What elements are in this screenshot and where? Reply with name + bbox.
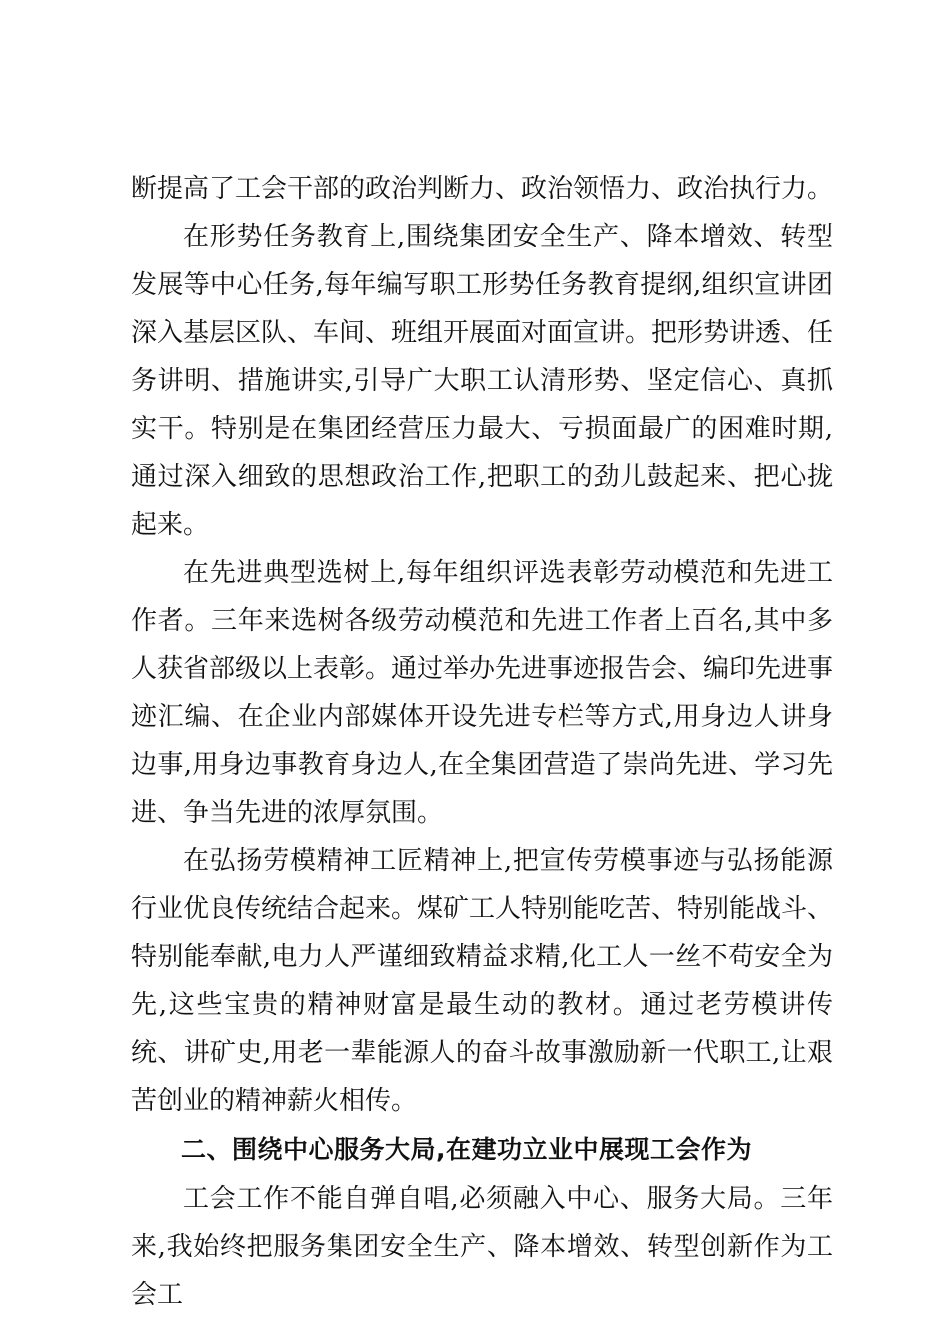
paragraph-advanced-models: 在先进典型选树上,每年组织评选表彰劳动模范和先进工作者。三年来选树各级劳动模范和先进工作者上百名,其中多人获省部级以上表彰。通过举办先进事迹报告会、编印先进事迹汇编、在企业内部媒体开设先进专栏等方式,用身边人讲身边事,用身边事教育身边人,在全集团营造了崇尚先进、学习先进、争当先进的浓厚氛围。 [131, 558, 834, 828]
paragraph-situation-education: 在形势任务教育上,围绕集团安全生产、降本增效、转型发展等中心任务,每年编写职工形势任务教育提纲,组织宣讲团深入基层区队、车间、班组开展面对面宣讲。把形势讲透、任务讲明、措施讲实,引导广大职工认清形势、坚定信心、真抓实干。特别是在集团经营压力最大、亏损面最广的困难时期,通过深入细致的思想政治工作,把职工的劲儿鼓起来、把心拢起来。 [131, 222, 834, 540]
document-page [131, 165, 833, 1319]
section-heading: 二、围绕中心服务大局,在建功立业中展现工会作为 [181, 1135, 752, 1164]
paragraph-continuation: 断提高了工会干部的政治判断力、政治领悟力、政治执行力。 [131, 174, 834, 204]
paragraph-serve-overall: 工会工作不能自弹自唱,必须融入中心、服务大局。三年来,我始终把服务集团安全生产、降本增效、转型创新作为工会工 [131, 1184, 833, 1310]
paragraph-model-spirit: 在弘扬劳模精神工匠精神上,把宣传劳模事迹与弘扬能源行业优良传统结合起来。煤矿工人特别能吃苦、特别能战斗、特别能奉献,电力人严谨细致精益求精,化工人一丝不苟安全为先,这些宝贵的精神财富是最生动的教材。通过老劳模讲传统、讲矿史,用老一辈能源人的奋斗故事激励新一代职工,让艰苦创业的精神薪火相传。 [131, 846, 834, 1116]
